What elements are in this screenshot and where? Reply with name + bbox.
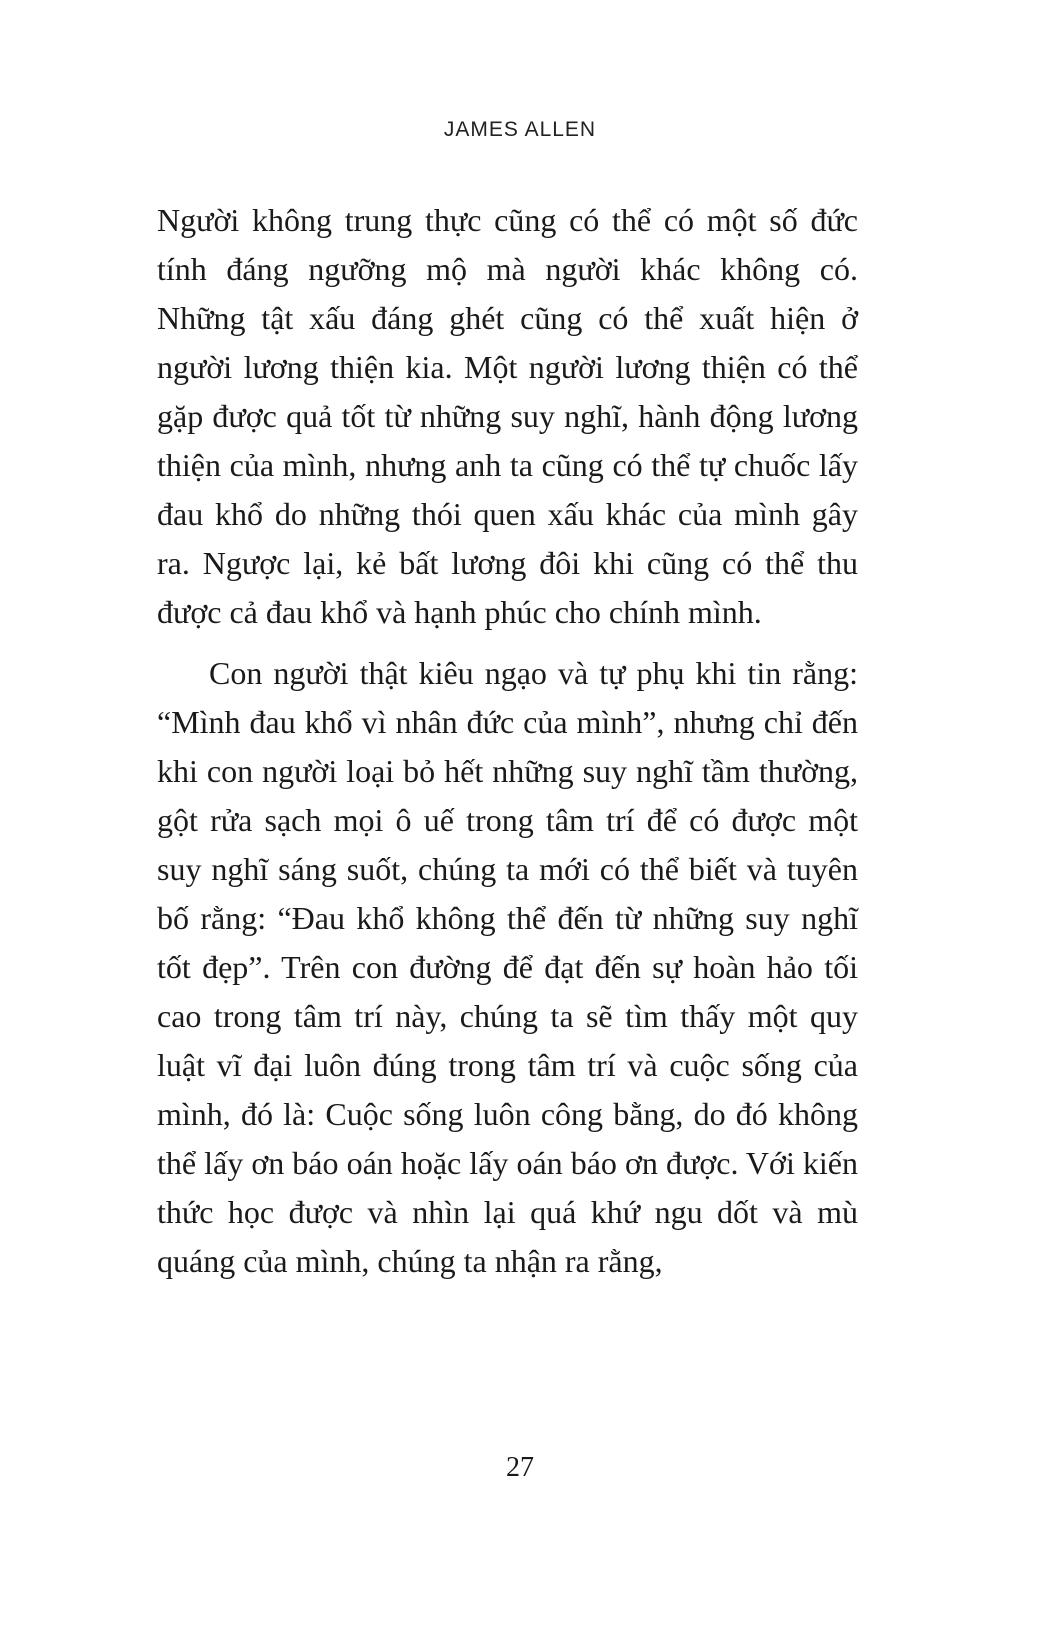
page-number: 27 bbox=[506, 1452, 534, 1483]
paragraph-1: Người không trung thực cũng có thể có một số đức tính đáng ngưỡng mộ mà người khác không có. Những tật xấu đáng ghét cũng có thể xuất hiện ở người lương thiện kia. Một người lương thiện có thể gặp được quả tốt từ những suy nghĩ, hành động lương thiện của mình, nhưng anh ta cũng có thể tự chuốc lấy đau khổ do những thói quen xấu khác của mình gây ra. Ngược lại, kẻ bất lương đôi khi cũng có thể thu được cả đau khổ và hạnh phúc cho chính mình. bbox=[157, 202, 858, 630]
running-header-author: JAMES ALLEN bbox=[443, 118, 597, 141]
body-text bbox=[157, 196, 858, 1286]
paragraph-2: Con người thật kiêu ngạo và tự phụ khi tin rằng: “Mình đau khổ vì nhân đức của mình”, nhưng chỉ đến khi con người loại bỏ hết những suy nghĩ tầm thường, gột rửa sạch mọi ô uế trong tâm trí để có được một suy nghĩ sáng suốt, chúng ta mới có thể biết và tuyên bố rằng: “Đau khổ không thể đến từ những suy nghĩ tốt đẹp”. Trên con đường để đạt đến sự hoàn hảo tối cao trong tâm trí này, chúng ta sẽ tìm thấy một quy luật vĩ đại luôn đúng trong tâm trí và cuộc sống của mình, đó là: Cuộc sống luôn công bằng, do đó không thể lấy ơn báo oán hoặc lấy oán báo ơn được. Với kiến thức học được và nhìn lại quá khứ ngu dốt và mù quáng của mình, chúng ta nhận ra rằng, bbox=[157, 655, 858, 1279]
